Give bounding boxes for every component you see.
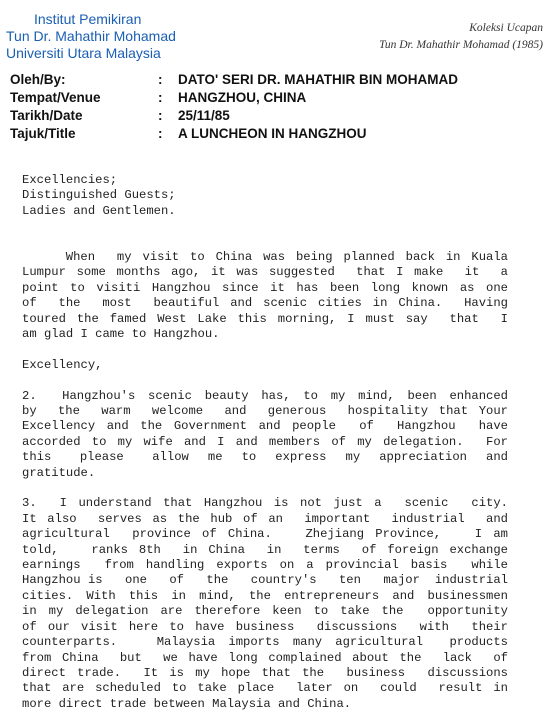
paragraph-line: am glad I came to Hangzhou.	[22, 327, 220, 342]
meta-value: A LUNCHEON IN HANGZHOU	[178, 126, 367, 141]
paragraph-line: direct trade. It is my hope that the business discussions	[22, 665, 508, 680]
paragraph-line: When my visit to China was being planned back in Kuala	[22, 250, 508, 264]
paragraph-line: 2. Hangzhou's scenic beauty has, to my mind, been enhanced	[22, 388, 508, 403]
meta-separator: :	[158, 90, 163, 105]
paragraph-line: counterparts. Malaysia imports many agricultural products	[22, 635, 508, 650]
paragraph-line: told, ranks 8th in China in terms of foreign exchange	[22, 542, 508, 557]
paragraph-line: accorded to my wife and I and members of my delegation. For	[22, 434, 508, 449]
meta-label: Oleh/By:	[10, 72, 66, 87]
paragraph-line: agricultural province of China. Zhejiang Province, I am	[22, 527, 508, 542]
paragraph-line: cities. With this in mind, the entrepreneurs and businessmen	[22, 588, 508, 603]
paragraph-line: of our visit here to have business discussions with their	[22, 619, 508, 634]
paragraph-line: more direct trade between Malaysia and China.	[22, 696, 352, 711]
paragraph-line: earnings from handling exports on a provincial basis while	[22, 558, 508, 573]
speech-metadata	[10, 71, 458, 143]
excellency-salutation: Excellency,	[22, 357, 103, 372]
collection-label	[379, 20, 543, 54]
paragraph-line: this please allow me to express my appreciation and	[22, 450, 508, 465]
meta-value: DATO' SERI DR. MAHATHIR BIN MOHAMAD	[178, 72, 458, 87]
meta-row-title	[10, 125, 458, 143]
salutation	[22, 173, 508, 219]
salutation-line: Excellencies;	[22, 173, 118, 187]
paragraph-line: by the warm welcome and generous hospitality that Your	[22, 404, 508, 419]
meta-value: HANGZHOU, CHINA	[178, 90, 307, 105]
paragraph-line: that are scheduled to take place later on could result in	[22, 681, 508, 696]
institute-line-2: Tun Dr. Mahathir Mohamad	[6, 28, 176, 44]
paragraph-line: in my delegation are therefore keen to take the opportunity	[22, 604, 508, 619]
salutation-line: Distinguished Guests;	[22, 188, 176, 203]
salutation-line: Ladies and Gentlemen.	[22, 203, 176, 218]
paragraph-3	[22, 496, 508, 712]
meta-row-venue	[10, 89, 458, 107]
paragraph-line: It also serves as the hub of an important industrial and	[22, 511, 508, 526]
paragraph-2	[22, 389, 508, 481]
meta-row-by	[10, 71, 458, 89]
paragraph-line: Hangzhou is one of the country's ten major industrial	[22, 573, 508, 588]
meta-separator: :	[158, 72, 163, 87]
collection-line-1: Koleksi Ucapan	[469, 22, 543, 34]
paragraph-line: toured the famed West Lake this morning, I must say that I	[22, 311, 508, 326]
meta-row-date	[10, 107, 458, 125]
meta-label: Tarikh/Date	[10, 108, 83, 123]
paragraph-line: 3. I understand that Hangzhou is not just a scenic city.	[22, 496, 508, 511]
meta-separator: :	[158, 108, 163, 123]
collection-line-2: Tun Dr. Mahathir Mohamad (1985)	[379, 39, 543, 51]
paragraph-line: from China but we have long complained about the lack of	[22, 650, 508, 665]
paragraph-line: gratitude.	[22, 465, 96, 480]
institute-line-1: Institut Pemikiran	[34, 11, 142, 27]
meta-separator: :	[158, 126, 163, 141]
meta-value: 25/11/85	[178, 108, 230, 123]
paragraph-line: Excellency and the Government and people of Hangzhou have	[22, 419, 508, 434]
paragraph-line: point to visiti Hangzhou since it has been long known as one	[22, 280, 508, 295]
speech-body	[22, 173, 508, 712]
meta-label: Tempat/Venue	[10, 90, 101, 105]
paragraph-line: Lumpur some months ago, it was suggested that I make it a	[22, 265, 508, 280]
paragraph-1	[22, 250, 508, 342]
institute-logo-text	[6, 11, 176, 62]
institute-line-3: Universiti Utara Malaysia	[6, 45, 161, 61]
meta-label: Tajuk/Title	[10, 126, 76, 141]
paragraph-line: of the most beautiful and scenic cities in China. Having	[22, 296, 508, 311]
